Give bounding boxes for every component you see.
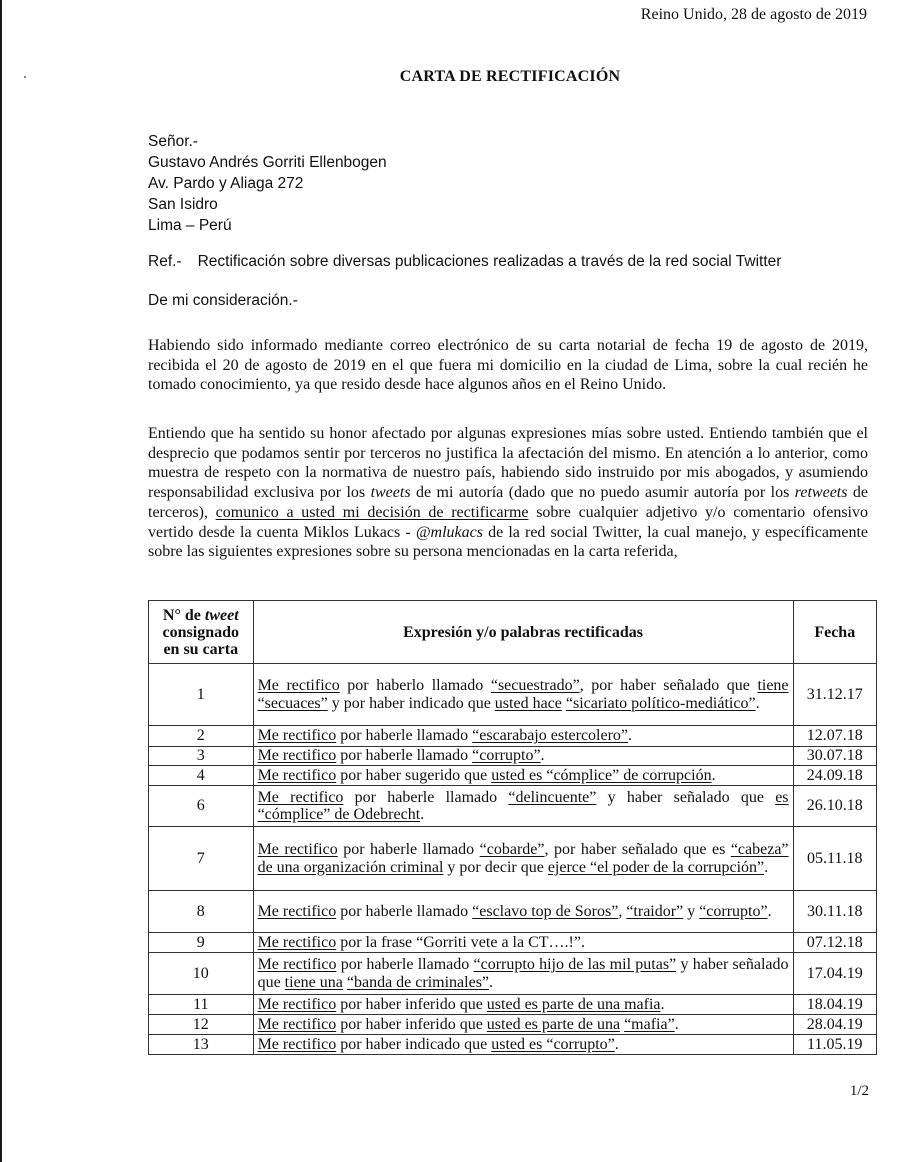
expr-text: .	[489, 973, 494, 991]
rectifications-table	[148, 600, 877, 1055]
expr-text: .	[660, 995, 665, 1013]
expression-cell	[253, 786, 793, 827]
expr-text: por haberlo llamado	[339, 677, 491, 695]
table-row	[149, 953, 877, 995]
expr-text: .	[614, 1035, 619, 1053]
expr-underlined: “sicariato político-mediático”	[565, 694, 756, 712]
expr-text: .	[628, 727, 633, 745]
expr-text: por haberle llamado	[336, 727, 473, 745]
tweet-date: 07.12.18	[793, 933, 876, 953]
p2-tweets-word: tweets	[370, 484, 411, 502]
expr-text: por haber indicado que	[336, 1035, 492, 1053]
table-row	[149, 1015, 877, 1035]
expr-underlined: usted es “corrupto”	[491, 1035, 615, 1053]
tweet-date: 30.11.18	[793, 891, 876, 933]
paragraph-2	[148, 424, 868, 562]
tweet-number: 7	[149, 827, 254, 891]
expr-text: .	[711, 766, 716, 784]
expr-text: y haber señalado que	[596, 788, 776, 806]
expr-underlined: “secuestrado”	[490, 677, 580, 695]
header-num-part-c: consignado	[162, 623, 240, 641]
expr-text: por la frase “Gorriti vete a la CT….!”.	[336, 933, 585, 951]
expression-cell	[253, 726, 793, 747]
expr-underlined: usted es parte de una	[486, 1015, 621, 1033]
expr-underlined: “banda de criminales”	[346, 973, 490, 991]
expr-text: por haber sugerido que	[336, 766, 492, 784]
addressee-block	[148, 131, 387, 236]
expr-underlined: “corrupto”	[472, 747, 541, 765]
expression-cell	[253, 995, 793, 1015]
expr-underlined: “cabeza” de una organización criminal	[257, 841, 789, 876]
expr-underlined: “traidor”	[626, 902, 684, 920]
expr-text: .	[674, 1015, 679, 1033]
header-date: Fecha	[793, 601, 876, 664]
tweet-number: 1	[149, 664, 254, 726]
greeting: De mi consideración.-	[148, 292, 298, 309]
expr-text: y	[683, 902, 700, 920]
p2-retweets-word: retweets	[794, 484, 848, 502]
expr-underlined: “esclavo top de Soros”	[472, 902, 619, 920]
me-rectifico: Me rectifico	[257, 727, 337, 745]
expr-text: .	[755, 694, 760, 712]
tweet-date: 18.04.19	[793, 995, 876, 1015]
expression-cell	[253, 766, 793, 786]
expr-underlined: “mafia”	[624, 1015, 675, 1033]
expr-underlined: tiene “secuaces”	[257, 677, 789, 712]
expr-underlined: usted es “cómplice” de corrupción	[491, 766, 712, 784]
tweet-date: 12.07.18	[793, 726, 876, 747]
expr-underlined: “escarabajo estercolero”	[472, 727, 629, 745]
expression-cell	[253, 1035, 793, 1055]
expression-cell	[253, 827, 793, 891]
expr-underlined: es “cómplice” de Odebrecht	[257, 788, 789, 823]
expr-underlined: “cobarde”	[479, 841, 545, 859]
page-number: 1/2	[849, 1083, 869, 1099]
tweet-number: 4	[149, 766, 254, 786]
page-left-edge	[0, 0, 2, 1162]
expr-underlined: usted es parte de una mafia	[486, 995, 661, 1013]
addressee-district: San Isidro	[148, 196, 218, 213]
tweet-date: 24.09.18	[793, 766, 876, 786]
tweet-date: 05.11.18	[793, 827, 876, 891]
letter-title: CARTA DE RECTIFICACIÓN	[399, 68, 621, 85]
expr-text: por haberle llamado	[336, 956, 474, 974]
me-rectifico: Me rectifico	[257, 766, 337, 784]
me-rectifico: Me rectifico	[257, 788, 344, 806]
me-rectifico: Me rectifico	[257, 995, 337, 1013]
tweet-number: 10	[149, 953, 254, 995]
expr-text: , por haber señalado que	[579, 677, 758, 695]
table-row	[149, 827, 877, 891]
table-row	[149, 933, 877, 953]
header-expression: Expresión y/o palabras rectificadas	[253, 601, 793, 664]
tweet-number: 12	[149, 1015, 254, 1035]
expr-text: ,	[618, 902, 627, 920]
me-rectifico: Me rectifico	[257, 1015, 337, 1033]
expr-text: y haber señalado que	[257, 956, 789, 991]
table-row	[149, 664, 877, 726]
reference-text: Rectificación sobre diversas publicaciones realizadas a través de la red social Twitter	[197, 253, 782, 270]
header-num-part-d: en su carta	[163, 640, 239, 658]
expr-text: por haber inferido que	[336, 1015, 487, 1033]
reference-label: Ref.-	[148, 253, 182, 270]
p2-text-4: sobre cualquier adjetivo y/o comentario ofensivo vertido desde la cuenta Miklos Lukacs -	[148, 503, 868, 541]
p2-text-5: de la red social Twitter, la cual manejo, y específicamente sobre las siguientes expresiones sobre su persona mencionadas en la carta referida,	[148, 523, 869, 561]
tweet-number: 13	[149, 1035, 254, 1055]
p2-text-3: de terceros),	[148, 484, 868, 521]
expr-text: y por haber indicado que	[327, 694, 495, 712]
tweet-date: 11.05.19	[793, 1035, 876, 1055]
addressee-street: Av. Pardo y Aliaga 272	[148, 175, 304, 192]
p2-text-1: Entiendo que ha sentido su honor afectado por algunas expresiones mías sobre usted. Entiendo también que el desprecio que podamos sentir por terceros no justifica la afectación del mismo. En atención a lo anterior, como muestra de respeto con la normativa de nuestro país, habiendo sido instruido por mis abogados, y asumiendo responsabilidad exclusiva por los	[148, 425, 868, 502]
expr-text: por haberle llamado	[337, 841, 480, 859]
expr-text: .	[420, 806, 425, 823]
expr-underlined: “delincuente”	[508, 788, 597, 806]
table-row	[149, 1035, 877, 1055]
paragraph-1: Habiendo sido informado mediante correo electrónico de su carta notarial de fecha 19 de agosto de 2019, recibida el 20 de agosto de 2019 en el que fuera mi domicilio en la ciudad de Lima, sobre la cual recién he tomado conocimiento, ya que resido desde hace algunos años en el Reino Unido.	[148, 337, 868, 394]
expr-text: y por decir que	[443, 858, 548, 876]
table-row	[149, 891, 877, 933]
expression-cell	[253, 933, 793, 953]
p2-underlined-decision: comunico a usted mi decisión de rectificarme	[215, 503, 529, 521]
expression-cell	[253, 1015, 793, 1035]
expr-underlined: usted hace	[494, 694, 562, 712]
expression-cell	[253, 747, 793, 766]
expression-cell	[253, 664, 793, 726]
tweet-date: 28.04.19	[793, 1015, 876, 1035]
letter-date: Reino Unido, 28 de agosto de 2019	[640, 6, 867, 23]
me-rectifico: Me rectifico	[257, 933, 337, 951]
expr-text: .	[764, 858, 769, 876]
expr-underlined: “corrupto”	[699, 902, 768, 920]
me-rectifico: Me rectifico	[257, 1035, 337, 1053]
table-row	[149, 726, 877, 747]
tweet-number: 3	[149, 747, 254, 766]
reference-line	[148, 253, 781, 271]
table-header-row	[149, 601, 877, 664]
tweet-number: 2	[149, 726, 254, 747]
tweet-date: 26.10.18	[793, 786, 876, 827]
tweet-date: 31.12.17	[793, 664, 876, 726]
tweet-date: 17.04.19	[793, 953, 876, 995]
expr-text: por haberle llamado	[336, 902, 473, 920]
table-row	[149, 766, 877, 786]
expr-underlined: tiene una	[284, 973, 343, 991]
tweet-number: 11	[149, 995, 254, 1015]
table-row	[149, 995, 877, 1015]
addressee-city: Lima – Perú	[148, 217, 232, 234]
me-rectifico: Me rectifico	[257, 902, 337, 920]
me-rectifico: Me rectifico	[257, 956, 337, 974]
expr-text: .	[767, 902, 772, 920]
expression-cell	[253, 891, 793, 933]
me-rectifico: Me rectifico	[257, 841, 338, 859]
header-tweet-number	[149, 601, 254, 664]
table-row	[149, 747, 877, 766]
tweet-number: 9	[149, 933, 254, 953]
p2-text-2: de mi autoría (dado que no puedo asumir autoría por los	[410, 484, 795, 502]
tweet-number: 6	[149, 786, 254, 827]
expr-text: por haber inferido que	[336, 995, 487, 1013]
tweet-number: 8	[149, 891, 254, 933]
addressee-salutation: Señor.-	[148, 133, 198, 150]
expr-text: .	[540, 747, 545, 765]
me-rectifico: Me rectifico	[257, 747, 337, 765]
expression-cell	[253, 953, 793, 995]
expr-text: por haberle llamado	[336, 747, 473, 765]
expr-text: por haberle llamado	[343, 788, 509, 806]
tweet-date: 30.07.18	[793, 747, 876, 766]
expr-text: , por haber señalado que es	[544, 841, 731, 859]
expr-underlined: ejerce “el poder de la corrupción”	[547, 858, 765, 876]
p2-twitter-handle: @mlukacs	[415, 523, 483, 541]
table-row	[149, 786, 877, 827]
expr-underlined: “corrupto hijo de las mil putas”	[473, 956, 677, 974]
header-num-part-a: N° de	[162, 606, 205, 624]
addressee-name: Gustavo Andrés Gorriti Ellenbogen	[148, 154, 387, 171]
me-rectifico: Me rectifico	[257, 677, 340, 695]
header-num-part-b: tweet	[204, 606, 239, 624]
